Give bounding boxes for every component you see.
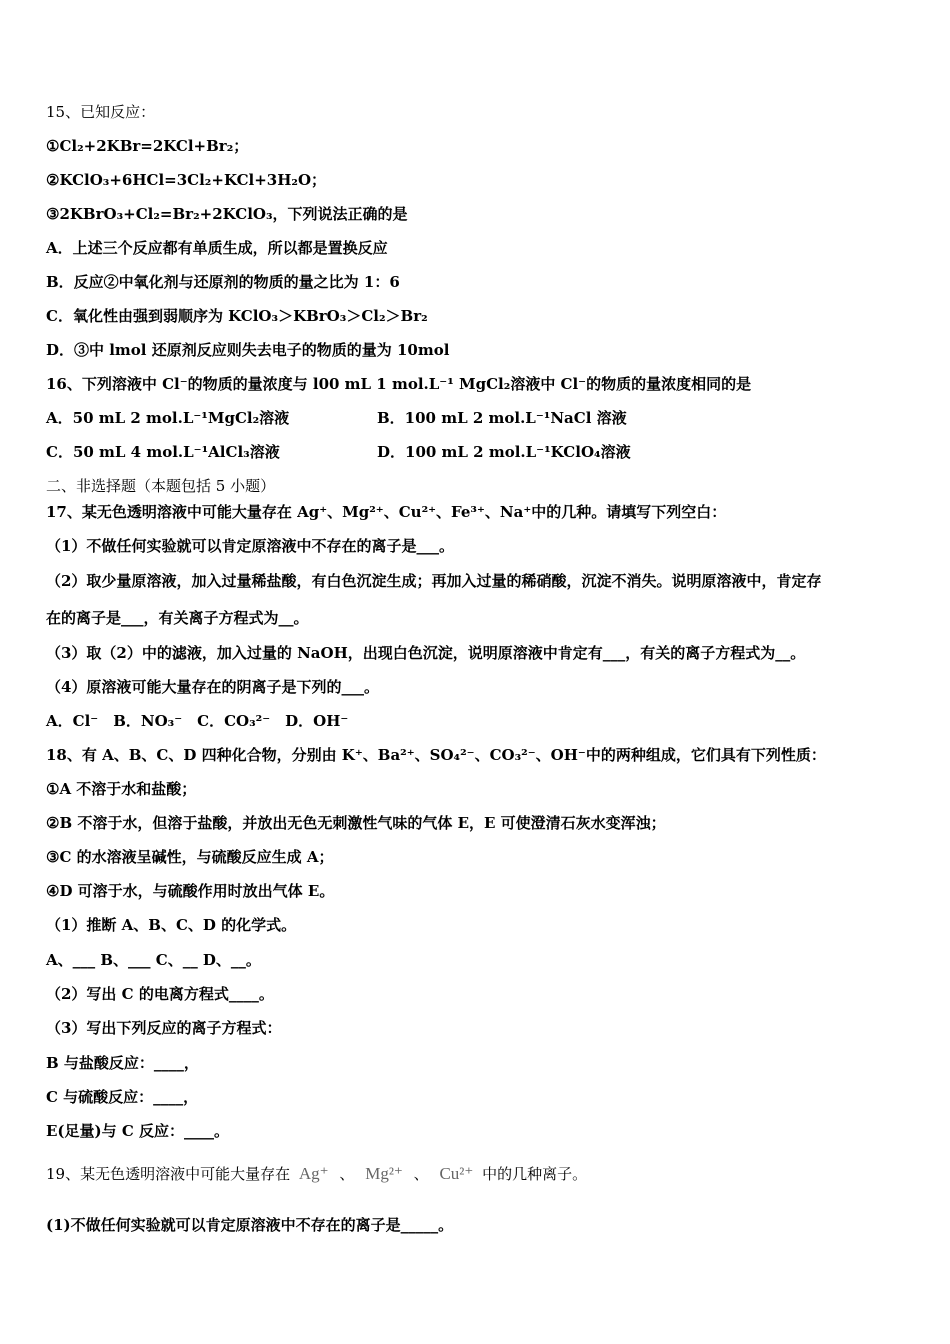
q18-part-1: （1）推断 A、B、C、D 的化学式。 xyxy=(46,916,297,934)
q19-separator: 、 xyxy=(339,1165,355,1183)
q17-part-2b: 在的离子是___，有关离子方程式为__。 xyxy=(46,609,309,627)
q18-part-1-answers: A、___ B、___ C、__ D、__。 xyxy=(46,951,261,969)
q17-stem: 17、某无色透明溶液中可能大量存在 Ag⁺、Mg²⁺、Cu²⁺、Fe³⁺、Na⁺中的几种。请填写下列空白： xyxy=(46,503,727,521)
q17-part-1: （1）不做任何实验就可以肯定原溶液中不存在的离子是___。 xyxy=(46,537,454,555)
q15-reaction-3: ③2KBrO₃+Cl₂=Br₂+2KClO₃，下列说法正确的是 xyxy=(46,205,408,223)
q19-stem-start: 19、某无色透明溶液中可能大量存在 xyxy=(46,1165,291,1183)
q15-option-d: D．③中 lmol 还原剂反应则失去电子的物质的量为 10mol xyxy=(46,341,450,359)
q17-options: A．Cl⁻ B．NO₃⁻ C．CO₃²⁻ D．OH⁻ xyxy=(46,712,349,730)
q19-stem xyxy=(46,1164,587,1184)
q19-ion-ag: Ag⁺ xyxy=(298,1164,329,1183)
q19-ion-cu: Cu²⁺ xyxy=(439,1164,474,1183)
q18-reaction-e: E(足量)与 C 反应：____。 xyxy=(46,1122,230,1140)
q18-clue-2: ②B 不溶于水，但溶于盐酸，并放出无色无刺激性气味的气体 E，E 可使澄清石灰水变浑浊； xyxy=(46,814,666,832)
q18-reaction-c: C 与硫酸反应：____， xyxy=(46,1088,199,1106)
q15-stem: 15、已知反应： xyxy=(46,103,156,121)
section-heading: 二、非选择题（本题包括 5 小题） xyxy=(46,477,276,495)
q15-option-a: A．上述三个反应都有单质生成，所以都是置换反应 xyxy=(46,239,388,257)
q17-part-2a: （2）取少量原溶液，加入过量稀盐酸，有白色沉淀生成；再加入过量的稀硝酸，沉淀不消失。说明原溶液中，肯定存 xyxy=(46,572,822,590)
q16-option-a: A．50 mL 2 mol.L⁻¹MgCl₂溶液 xyxy=(46,409,290,427)
q16-option-b: B．100 mL 2 mol.L⁻¹NaCl 溶液 xyxy=(377,409,627,427)
q17-part-3: （3）取（2）中的滤液，加入过量的 NaOH，出现白色沉淀，说明原溶液中肯定有___，有关的离子方程式为__。 xyxy=(46,644,806,662)
q15-reaction-1: ①Cl₂+2KBr=2KCl+Br₂； xyxy=(46,137,249,155)
q16-options-row-1 xyxy=(46,408,906,428)
q16-stem: 16、下列溶液中 Cl⁻的物质的量浓度与 l00 mL 1 mol.L⁻¹ MgCl₂溶液中 Cl⁻的物质的量浓度相同的是 xyxy=(46,375,752,393)
q19-separator: 、 xyxy=(413,1165,429,1183)
q16-option-c: C．50 mL 4 mol.L⁻¹AlCl₃溶液 xyxy=(46,443,280,461)
q18-stem: 18、有 A、B、C、D 四种化合物，分别由 K⁺、Ba²⁺、SO₄²⁻、CO₃²⁻、OH⁻中的两种组成，它们具有下列性质： xyxy=(46,746,826,764)
q18-part-3: （3）写出下列反应的离子方程式： xyxy=(46,1019,282,1037)
q19-ion-mg: Mg²⁺ xyxy=(365,1164,403,1183)
q18-part-2: （2）写出 C 的电离方程式____。 xyxy=(46,985,274,1003)
q16-option-d: D．100 mL 2 mol.L⁻¹KClO₄溶液 xyxy=(377,443,631,461)
q15-option-b: B．反应②中氧化剂与还原剂的物质的量之比为 1：6 xyxy=(46,273,400,291)
q18-clue-1: ①A 不溶于水和盐酸； xyxy=(46,780,197,798)
q18-clue-4: ④D 可溶于水，与硫酸作用时放出气体 E。 xyxy=(46,882,335,900)
q19-part-1: (1)不做任何实验就可以肯定原溶液中不存在的离子是_____。 xyxy=(46,1216,454,1234)
q19-stem-end: 中的几种离子。 xyxy=(482,1165,588,1183)
q16-options-row-2 xyxy=(46,442,906,462)
q17-part-4: （4）原溶液可能大量存在的阴离子是下列的___。 xyxy=(46,678,379,696)
q15-reaction-2: ②KClO₃+6HCl=3Cl₂+KCl+3H₂O； xyxy=(46,171,327,189)
q18-reaction-b: B 与盐酸反应：____， xyxy=(46,1054,199,1072)
q15-option-c: C．氧化性由强到弱顺序为 KClO₃＞KBrO₃＞Cl₂＞Br₂ xyxy=(46,307,428,325)
q18-clue-3: ③C 的水溶液呈碱性，与硫酸反应生成 A； xyxy=(46,848,334,866)
